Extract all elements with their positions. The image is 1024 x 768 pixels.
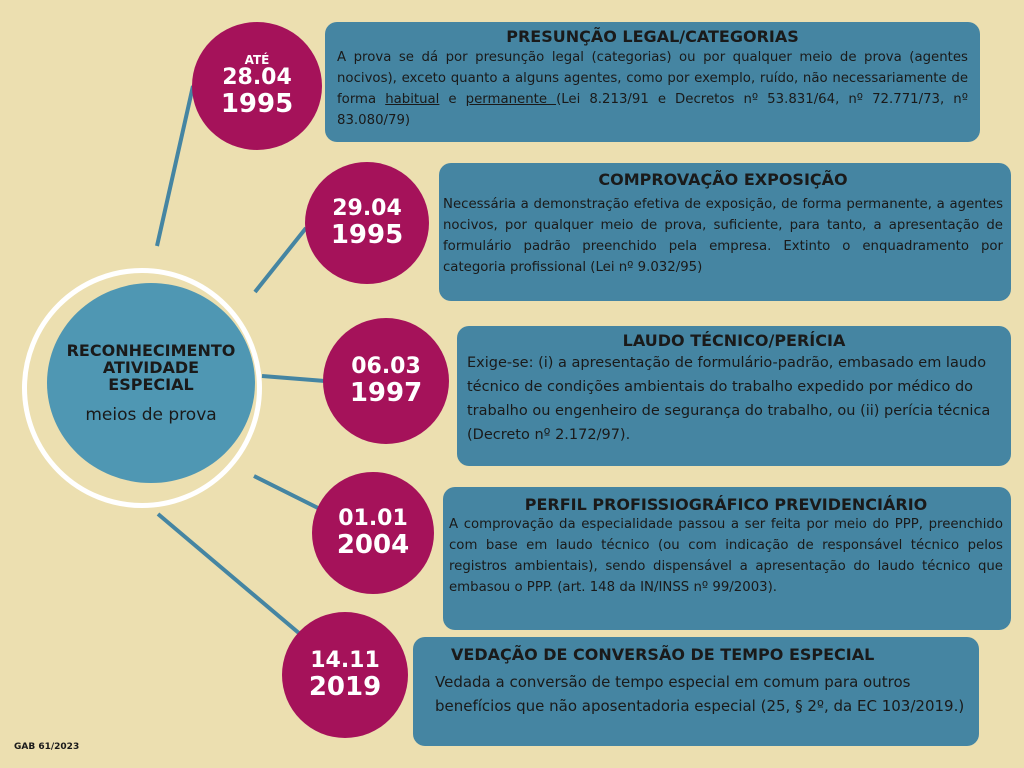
card-title: PERFIL PROFISSIOGRÁFICO PREVIDENCIÁRIO — [524, 495, 928, 514]
connector-3 — [262, 376, 325, 381]
card-title: PRESUNÇÃO LEGAL/CATEGORIAS — [506, 27, 799, 46]
card-title: VEDAÇÃO DE CONVERSÃO DE TEMPO ESPECIAL — [451, 645, 875, 664]
date-year: 2019 — [308, 672, 382, 702]
card-text: Necessária a demonstração efetiva de exposição, de forma permanente, a agentes nocivos, por qualquer meio de prova, suficiente, para tanto, a apresentação de formulário padrão preenchido pela empresa. Extinto o enquadramento por categoria profissional (Lei nº 9.032/95) — [443, 197, 1003, 275]
date-year: 1995 — [220, 89, 294, 119]
connector-4 — [254, 476, 322, 510]
date-year: 1997 — [349, 378, 423, 408]
card-3 — [457, 326, 1011, 466]
date-day: 14.11 — [310, 648, 380, 673]
connector-2 — [255, 228, 306, 292]
date-prefix: ATÉ — [244, 53, 270, 67]
date-circle-2 — [305, 162, 429, 284]
card-text: A prova se dá por presunção legal (categorias) ou por qualquer meio de prova (agentes nocivos), exceto quanto a alguns agentes, como por exemplo, ruído, não necessariamente de forma habitual e permanente (Lei 8.213/91 e Decretos nº 53.831/64, nº 72.771/73, nº 83.080/79) — [337, 50, 968, 128]
date-day: 06.03 — [351, 354, 421, 379]
date-circle-4 — [312, 472, 434, 594]
connector-5 — [158, 514, 300, 634]
date-circle-1 — [192, 22, 322, 150]
date-day: 29.04 — [332, 196, 402, 221]
card-2 — [439, 163, 1011, 301]
date-circle-3 — [323, 318, 449, 444]
card-text: Exige-se: (i) a apresentação de formulário-padrão, embasado em laudo técnico de condições ambientais do trabalho expedido por médico do trabalho ou engenheiro de segurança do trabalho, ou (ii) perícia técnica (Decreto nº 2.172/97). — [467, 355, 991, 443]
card-title: COMPROVAÇÃO EXPOSIÇÃO — [598, 170, 848, 189]
card-text: Vedada a conversão de tempo especial em comum para outros benefícios que não aposentadoria especial (25, § 2º, da EC 103/2019.) — [435, 673, 965, 715]
date-circle-5 — [282, 612, 408, 738]
date-year: 2004 — [336, 530, 410, 560]
date-day: 28.04 — [222, 65, 292, 90]
center-hub — [47, 283, 255, 483]
card-5 — [413, 637, 979, 746]
card-4 — [443, 487, 1011, 630]
card-1 — [325, 22, 980, 142]
card-title: LAUDO TÉCNICO/PERÍCIA — [622, 331, 846, 350]
footer-label: GAB 61/2023 — [14, 742, 80, 752]
hub-subtitle: meios de prova — [85, 404, 217, 425]
date-day: 01.01 — [338, 506, 408, 531]
connector-1 — [157, 86, 193, 246]
hub-title: RECONHECIMENTO ATIVIDADE ESPECIAL — [66, 340, 236, 394]
date-year: 1995 — [330, 220, 404, 250]
card-text: A comprovação da especialidade passou a ser feita por meio do PPP, preenchido com base em laudo técnico (ou com indicação de responsável técnico pelos registros ambientais), sendo dispensável a apresentação do laudo técnico que embasou o PPP. (art. 148 da IN/INSS nº 99/2003). — [449, 517, 1003, 595]
